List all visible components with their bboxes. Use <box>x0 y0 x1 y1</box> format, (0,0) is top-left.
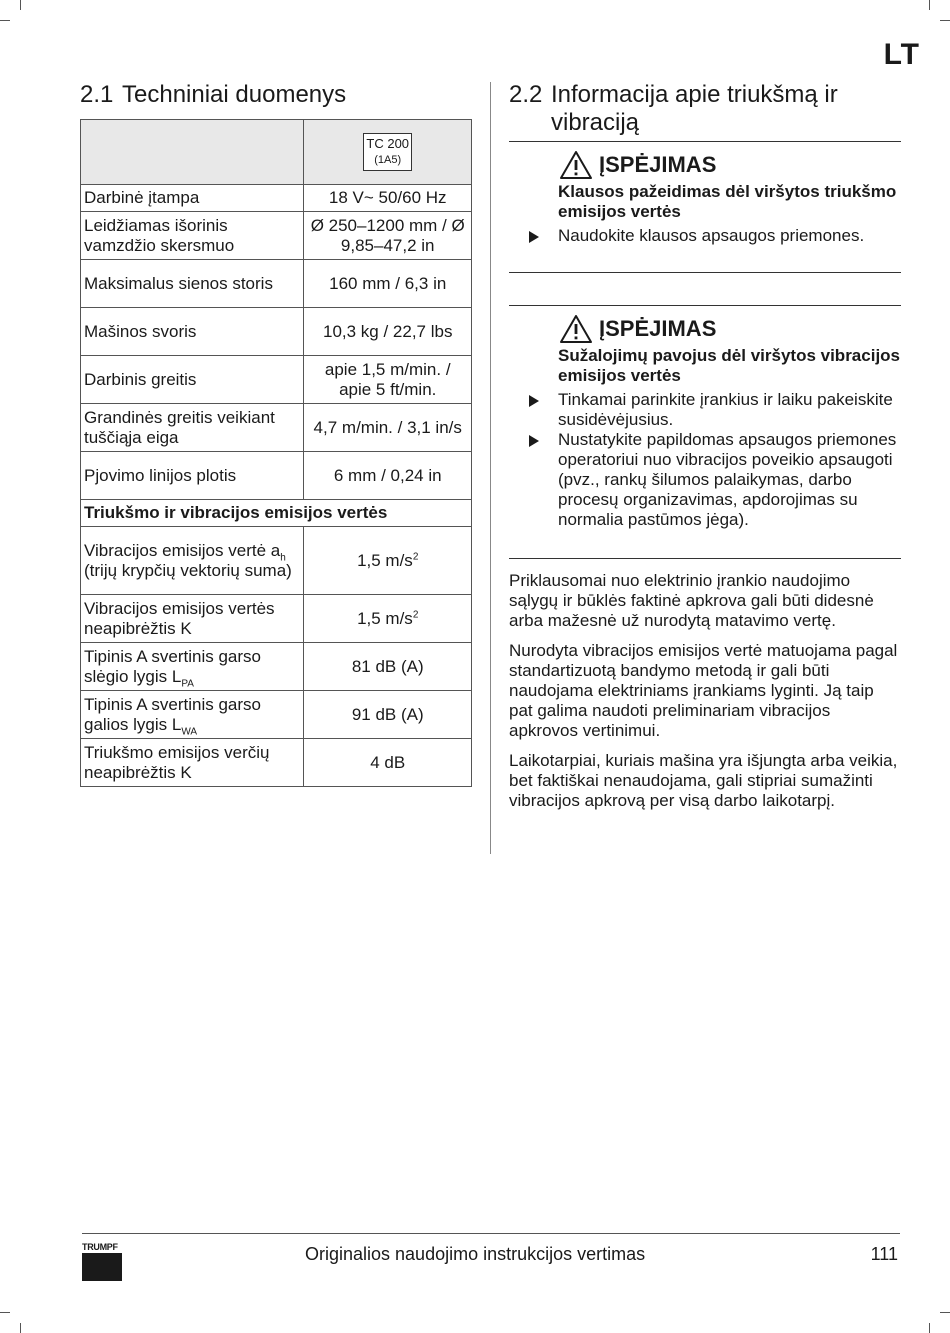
value-text: 1,5 m/s <box>357 550 413 570</box>
header-empty-cell <box>81 120 304 185</box>
list-item: Nustatykite papildomas apsaugos priemones operatoriui nuo vibracijos poveikio apsaugoti (pvz., rankų šilumos palaikymas, darbo procesų organizavimas, apdorojimas su normalia pastūmos jėga). <box>509 430 901 530</box>
crop-mark <box>20 1323 21 1333</box>
label-subscript: WA <box>181 725 198 737</box>
table-row <box>81 260 472 308</box>
language-code: LT <box>883 38 920 71</box>
row-label: Darbinė įtampa <box>81 185 304 212</box>
value-text: 1,5 m/s <box>357 608 413 628</box>
row-value: 81 dB (A) <box>304 643 472 691</box>
warning-title <box>559 314 901 344</box>
model-name: TC 200 <box>366 136 410 151</box>
row-value: 6 mm / 0,24 in <box>304 452 472 500</box>
footer-divider <box>82 1233 900 1234</box>
label-subscript: h <box>280 551 286 563</box>
table-row <box>81 308 472 356</box>
warning-title-text: ĮSPĖJIMAS <box>599 152 717 177</box>
info-paragraphs <box>509 571 901 821</box>
section-title: Techniniai duomenys <box>122 81 347 108</box>
crop-mark <box>20 0 21 10</box>
section-title: Informacija apie triukšmą ir vibraciją <box>551 81 838 136</box>
row-value: 18 V~ 50/60 Hz <box>304 185 472 212</box>
table-row <box>81 452 472 500</box>
value-superscript: 2 <box>412 608 419 620</box>
row-label: Grandinės greitis veikiant tuščiąja eiga <box>81 404 304 452</box>
page-number: 111 <box>870 1244 898 1264</box>
crop-mark <box>929 0 930 10</box>
table-row <box>81 643 472 691</box>
model-box <box>363 133 412 171</box>
row-label: Leidžiamas išorinis vamzdžio skersmuo <box>81 212 304 260</box>
row-label: Darbinis greitis <box>81 356 304 404</box>
label-subscript: PA <box>181 677 194 689</box>
list-item: Naudokite klausos apsaugos priemones. <box>509 226 901 246</box>
emission-section-row <box>81 500 472 527</box>
row-label: Mašinos svoris <box>81 308 304 356</box>
logo-block <box>82 1253 122 1281</box>
header-model-cell <box>304 120 472 185</box>
label-text: Vibracijos emisijos vertės neapibrėžtis K <box>84 598 275 638</box>
label-text: Vibracijos emisijos vertė a <box>84 540 281 560</box>
crop-mark <box>940 20 950 21</box>
crop-mark <box>929 1323 930 1333</box>
crop-mark <box>0 1312 10 1313</box>
row-value: apie 1,5 m/min. / apie 5 ft/min. <box>304 356 472 404</box>
section-heading-noise <box>509 81 901 137</box>
row-value <box>304 595 472 643</box>
row-label <box>81 527 304 595</box>
row-value: 10,3 kg / 22,7 lbs <box>304 308 472 356</box>
row-label <box>81 643 304 691</box>
warning-triangle-icon <box>559 150 593 180</box>
row-value: 160 mm / 6,3 in <box>304 260 472 308</box>
crop-mark <box>0 20 10 21</box>
label-text: Triukšmo emisijos verčių neapibrėžtis K <box>84 742 270 782</box>
label-text: Tipinis A svertinis garso slėgio lygis L <box>84 646 261 686</box>
section-heading-tech <box>80 81 346 109</box>
paragraph: Laikotarpiai, kuriais mašina yra išjungta arba veikia, bet faktiškai nenaudojama, gali stipriai sumažinti vibracijos apkrovą per visą darbo laikotarpį. <box>509 751 898 810</box>
table-row <box>81 691 472 739</box>
table-row <box>81 185 472 212</box>
warning-title-text: ĮSPĖJIMAS <box>599 316 717 341</box>
row-label <box>81 595 304 643</box>
label-text: Tipinis A svertinis garso galios lygis L <box>84 694 261 734</box>
table-row <box>81 527 472 595</box>
emission-section-title: Triukšmo ir vibracijos emisijos vertės <box>81 500 472 527</box>
warning-subtitle: Klausos pažeidimas dėl viršytos triukšmo emisijos vertės <box>558 182 897 221</box>
crop-mark <box>940 1312 950 1313</box>
row-label <box>81 739 304 787</box>
label-text: (trijų krypčių vektorių suma) <box>84 560 292 580</box>
footer-text: Originalios naudojimo instrukcijos vertimas <box>305 1244 646 1264</box>
row-value: 91 dB (A) <box>304 691 472 739</box>
paragraph: Priklausomai nuo elektrinio įrankio naudojimo sąlygų ir būklės faktinė apkrova gali būti didesnė arba mažesnė už nurodytą matavimo vertę. <box>509 571 874 630</box>
row-value: Ø 250–1200 mm / Ø 9,85–47,2 in <box>304 212 472 260</box>
row-value: 4 dB <box>304 739 472 787</box>
table-row <box>81 212 472 260</box>
logo-text: TRUMPF <box>82 1242 118 1252</box>
row-value: 4,7 m/min. / 3,1 in/s <box>304 404 472 452</box>
table-header-row <box>81 120 472 185</box>
section-number: 2.2 <box>509 81 543 108</box>
warning-subtitle: Sužalojimų pavojus dėl viršytos vibracijos emisijos vertės <box>558 346 901 385</box>
row-value <box>304 527 472 595</box>
table-row <box>81 739 472 787</box>
row-label <box>81 691 304 739</box>
paragraph: Nurodyta vibracijos emisijos vertė matuojama pagal standartizuotą bandymo metodą ir gali būti naudojama elektriniams įrankiams lyginti. Ją taip pat galima naudoti preliminariam vibracijos apkrovos vertinimui. <box>509 641 898 740</box>
tech-data-table <box>80 119 472 787</box>
column-divider <box>490 82 491 854</box>
table-row <box>81 356 472 404</box>
warning-list <box>509 390 901 530</box>
table-row <box>81 404 472 452</box>
list-item: Tinkamai parinkite įrankius ir laiku pakeiskite susidėvėjusius. <box>509 390 901 430</box>
row-label: Maksimalus sienos storis <box>81 260 304 308</box>
trumpf-logo <box>82 1242 122 1281</box>
warning-title <box>559 150 901 180</box>
warning-list <box>509 226 901 246</box>
value-superscript: 2 <box>412 550 419 562</box>
row-label: Pjovimo linijos plotis <box>81 452 304 500</box>
warning-box-hearing <box>509 141 901 273</box>
section-number: 2.1 <box>80 81 114 108</box>
warning-box-vibration <box>509 305 901 559</box>
table-row <box>81 595 472 643</box>
model-code: (1A5) <box>374 154 402 166</box>
warning-triangle-icon <box>559 314 593 344</box>
